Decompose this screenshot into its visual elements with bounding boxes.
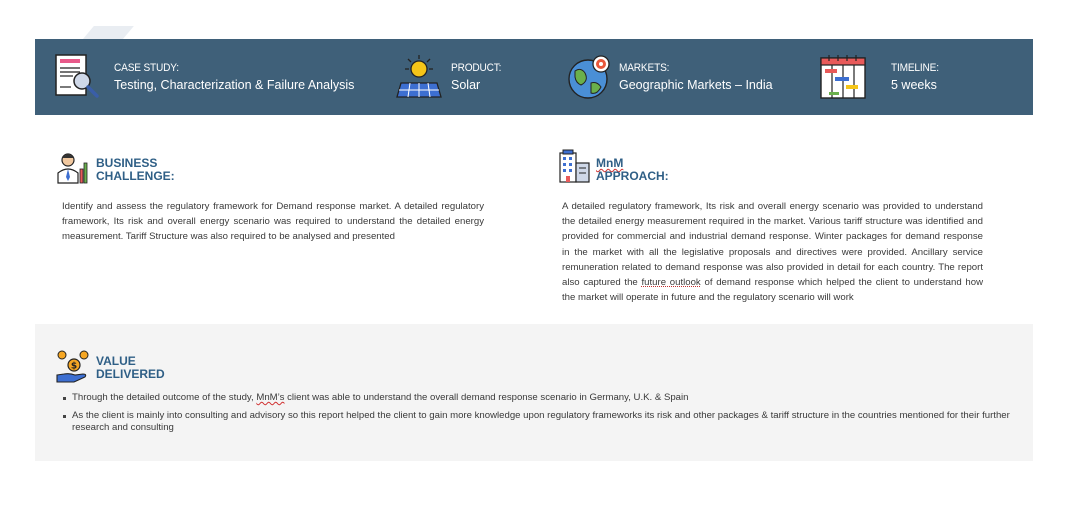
approach-title: [596, 157, 669, 183]
business-challenge-text: Identify and assess the regulatory framework for Demand response market. A detailed regulatory framework, Its risk and overall energy scenario was required to understand the detailed energy measurement. Tariff Structure was also required to be analysed and presented: [62, 201, 484, 243]
gantt-calendar-icon: [819, 53, 867, 101]
approach-text: [562, 199, 983, 305]
approach-title-mnm: MnM: [596, 156, 624, 170]
business-title-line1: BUSINESS: [96, 156, 158, 170]
svg-text:$: $: [70, 361, 78, 372]
value-bullet-1-mnm: MnM’s: [256, 392, 285, 403]
value-title-line2: DELIVERED: [96, 367, 165, 381]
value-delivered-title: [96, 355, 165, 381]
case-study-header-band: [35, 39, 1033, 115]
markets-value: Geographic Markets – India: [619, 78, 773, 92]
approach-text-future-outlook: future outlook: [641, 277, 701, 289]
markets-label: MARKETS:: [619, 62, 670, 74]
value-bullet-1-part1: Through the detailed outcome of the study,: [72, 392, 257, 403]
value-bullet-list: [62, 392, 1022, 440]
value-title-line1: VALUE: [96, 354, 136, 368]
product-item: [395, 39, 535, 115]
value-bullet-2: As the client is mainly into consulting and advisory so this report helped the client to gain more knowledge upon regulatory frameworks its risk and other packages & tariff structure in the countries mentioned for their further research and consulting: [62, 410, 1022, 435]
solar-panel-icon: [395, 53, 443, 101]
approach-title-line2: APPROACH:: [596, 169, 669, 183]
businessman-chart-icon: [56, 151, 90, 185]
value-bullet-1-part2: client was able to understand the overall demand response scenario in Germany, U.K. & Spain: [284, 392, 689, 403]
timeline-item: [819, 39, 999, 115]
approach-text-part2: of demand response which helped the client to understand how the market will operate in future and the regulatory scenario will work: [562, 277, 983, 304]
globe-target-icon: [567, 53, 615, 101]
product-label: PRODUCT:: [451, 62, 502, 74]
business-title-line2: CHALLENGE:: [96, 169, 175, 183]
case-study-label: CASE STUDY:: [114, 62, 179, 74]
approach-heading: [557, 149, 591, 188]
business-challenge-heading: [56, 151, 90, 190]
case-study-value: Testing, Characterization & Failure Analysis: [114, 78, 355, 92]
office-building-icon: [557, 149, 591, 183]
report-magnifier-icon: [53, 53, 101, 101]
corner-decoration: [82, 26, 134, 40]
timeline-label: TIMELINE:: [891, 62, 939, 74]
product-value: Solar: [451, 78, 481, 92]
business-challenge-title: [96, 157, 175, 183]
value-delivered-heading: [56, 349, 90, 390]
timeline-value: 5 weeks: [891, 78, 937, 92]
markets-item: [567, 39, 797, 115]
hand-coins-icon: [56, 349, 90, 385]
approach-text-part1: A detailed regulatory framework, Its risk and overall energy scenario was provided to understand the detailed energy measurement required in the market. Various tariff structure was identified and provided for commercial and industrial demand response. Winter packages for demand response in the market with all the legislative proposals and directives were provided. Ancillary service remuneration related to demand response was also provided in detail for each country. The report also captured the: [562, 201, 983, 289]
value-bullet-1: [62, 392, 1022, 405]
case-study-item: [53, 39, 373, 115]
